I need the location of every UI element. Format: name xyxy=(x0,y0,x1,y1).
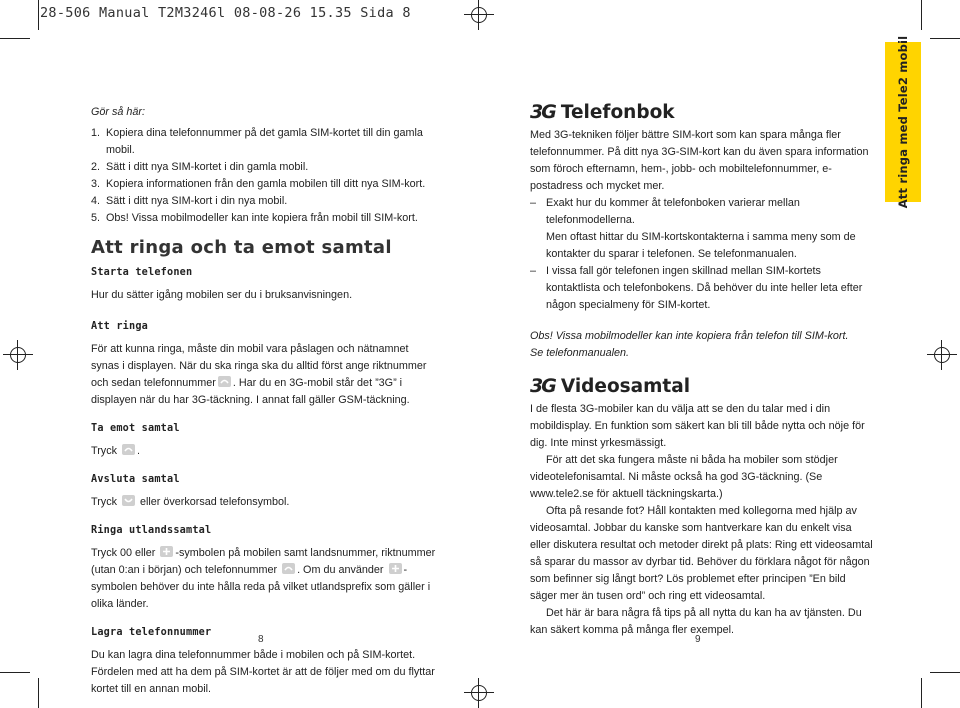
video-paragraph-4: Det här är bara några få tips på all nytta du kan ha av tjänsten. Du kan säkert komma på många fler exempel. xyxy=(530,607,862,636)
steps-list xyxy=(91,125,436,227)
3g-logo-icon: 3G xyxy=(530,101,555,123)
obs-note-2: Se telefonmanualen. xyxy=(530,347,630,359)
video-heading xyxy=(530,375,875,397)
crop-mark xyxy=(921,0,922,30)
phonebook-heading xyxy=(530,101,875,123)
list-item: Men oftast hittar du SIM-kortskontakterna i samma meny som de kontakter du sparar i telefonen. Se telefonmanualen. xyxy=(546,231,856,260)
end-paragraph: Tryck eller överkorsad telefonsymbol. xyxy=(91,496,290,508)
subheading-international: Ringa utlandssamtal xyxy=(91,525,212,536)
phonebook-paragraph: Med 3G-tekniken följer bättre SIM-kort som kan spara många fler telefonnummer. På ditt nya 3G-SIM-kort kan du även spara information som föroch efternamn, hem-, jobb- och mobiltelefonnummer, e-postadress och mycket mer. xyxy=(530,129,869,192)
list-item: – I vissa fall gör telefonen ingen skillnad mellan SIM-kortets kontaktlista och telefonbokens. Då behöver du inte heller leta efter någon specialmeny för SIM-kortet. xyxy=(530,265,863,311)
crop-mark xyxy=(38,678,39,708)
video-paragraph-3: Ofta på resande fot? Håll kontakten med kollegorna med hjälp av videosamtal. Jobbar du kanske som hantverkare kan du enkelt visa eller diskutera resultat och metoder direkt på plats: Ring ett videosamtal så sparar du massor av dyrbar tid. Behöver du förklara något för någon som befinner sig långt bort? Lös problemet efter principen ”En bild säger mer än tusen ord” och ring ett videosamtal. xyxy=(530,505,873,602)
left-page xyxy=(91,104,436,698)
obs-note: Obs! Vissa mobilmodeller kan inte kopiera från telefon till SIM-kort. xyxy=(530,330,849,342)
subheading-end: Avsluta samtal xyxy=(91,474,180,485)
list-item: 1. Kopiera dina telefonnummer på det gamla SIM-kortet till din gamla mobil. xyxy=(91,127,423,156)
subheading-save: Lagra telefonnummer xyxy=(91,627,212,638)
section-tab-label: Att ringa med Tele2 mobil xyxy=(896,35,910,209)
call-key-icon xyxy=(282,563,295,574)
registration-mark-bottom xyxy=(464,678,494,708)
crop-mark xyxy=(930,672,960,673)
list-item: – Exakt hur du kommer åt telefonboken varierar mellan telefonmodellerna. xyxy=(530,197,800,226)
plus-key-icon xyxy=(389,563,402,574)
section-heading: Att ringa och ta emot samtal xyxy=(91,237,392,258)
section-tab xyxy=(885,35,921,209)
right-page xyxy=(530,101,875,639)
call-key-icon xyxy=(122,444,135,455)
list-item: 5. Obs! Vissa mobilmodeller kan inte kopiera från mobil till SIM-kort. xyxy=(91,212,418,224)
plus-key-icon xyxy=(160,546,173,557)
video-paragraph-2: För att det ska fungera måste ni båda ha mobiler som stödjer videotelefonisamtal. Ni måste också ha god 3G-täckning. (Se www.tele2.se för aktuell täckningskarta.) xyxy=(530,454,838,500)
registration-mark-right xyxy=(927,340,957,370)
international-paragraph: Tryck 00 eller -symbolen på mobilen samt landsnummer, riktnummer (utan 0:an i början) och telefonnummer . Om du använder -symbolen behöver du inte hålla reda på vilket utlandsprefix som gäller i olika länder. xyxy=(91,547,436,610)
end-call-key-icon xyxy=(122,495,135,506)
list-item: 4. Sätt i ditt nya SIM-kort i din nya mobil. xyxy=(91,195,288,207)
crop-mark xyxy=(0,672,30,673)
crop-mark xyxy=(930,38,960,39)
subheading-start: Starta telefonen xyxy=(91,267,193,278)
phonebook-title: Telefonbok xyxy=(560,102,675,123)
crop-mark xyxy=(38,0,39,30)
video-title: Videosamtal xyxy=(560,376,691,397)
page-number-right: 9 xyxy=(695,634,701,645)
3g-logo-icon: 3G xyxy=(530,375,555,397)
crop-mark xyxy=(921,678,922,708)
video-paragraph-1: I de flesta 3G-mobiler kan du välja att se den du talar med i din mobildisplay. En funktion som säkert kan bli till både nytta och nöje för dig. Inte minst yrkesmässigt. xyxy=(530,403,865,449)
subheading-call: Att ringa xyxy=(91,321,149,332)
list-item: 3. Kopiera informationen från den gamla mobilen till ditt nya SIM-kort. xyxy=(91,178,426,190)
start-text: Hur du sätter igång mobilen ser du i bruksanvisningen. xyxy=(91,289,353,301)
list-item: 2. Sätt i ditt nya SIM-kortet i din gamla mobil. xyxy=(91,161,309,173)
howto-title: Gör så här: xyxy=(91,106,146,118)
call-key-icon xyxy=(218,376,231,387)
subheading-answer: Ta emot samtal xyxy=(91,423,180,434)
save-paragraph: Du kan lagra dina telefonnummer både i mobilen och på SIM-kortet. Fördelen med att ha dem på SIM-kortet är att de följer med om du flyttar kortet till en annan mobil. xyxy=(91,649,435,695)
call-paragraph: För att kunna ringa, måste din mobil vara påslagen och nätnamnet synas i displayen. När du ska ringa ska du alltid först ange riktnummer och sedan telefonnummer . Har du en 3G-mobil står det ”3G” i displayen när du har 3G-täckning. I annat fall gäller GSM-täckning. xyxy=(91,343,427,406)
answer-paragraph: Tryck . xyxy=(91,445,140,457)
crop-mark xyxy=(0,38,30,39)
page-number-left: 8 xyxy=(258,634,264,645)
print-slug: 28-506 Manual T2M3246l 08-08-26 15.35 Sida 8 xyxy=(40,5,411,21)
registration-mark-top xyxy=(464,0,494,30)
registration-mark-left xyxy=(3,340,33,370)
